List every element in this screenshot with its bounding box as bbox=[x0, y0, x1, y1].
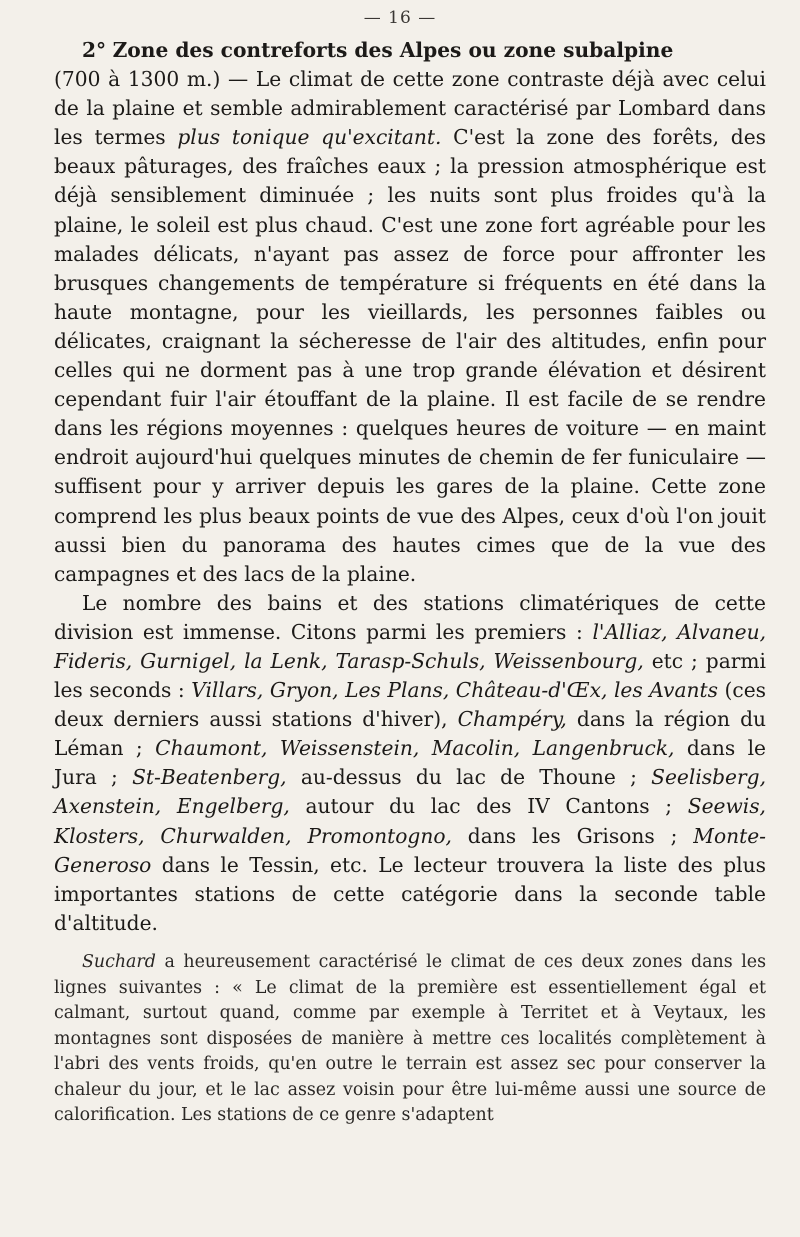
paragraph-stations bbox=[54, 589, 766, 938]
paragraph-3-emphasis: Suchard bbox=[82, 951, 156, 972]
section-altitude: (700 à 1300 m.) bbox=[54, 67, 221, 92]
paragraph-2-emphasis-4: Chaumont, Weissenstein, Macolin, Langenbruck, bbox=[155, 736, 675, 761]
paragraph-2-text-1: Le nombre des bains et des stations climatériques de cette division est immense. Citons parmi les premiers : bbox=[54, 590, 766, 644]
paragraph-1-text-1: — Le climat de cette zone contraste déjà avec celui de la plaine et semble admirablement caractérisé par Lombard dans les termes bbox=[54, 67, 766, 150]
paragraph-1-text-2: C'est la zone des forêts, des beaux pâturages, des fraîches eaux ; la pression atmosphérique est déjà sensiblement diminuée ; les nuits sont plus froides qu'à la plaine, le soleil est plus chaud. C'est une zone fort agréable pour les malades délicats, n'ayant pas assez de force pour affronter les brusques changements de température si fréquents en été dans la haute montagne, pour les vieillards, les personnes faibles ou délicates, craignant la sécheresse de l'air des altitudes, enfin pour celles qui ne dorment pas à une trop grande élévation et désirent cependant fuir l'air étouffant de la plaine. Il est facile de se rendre dans les régions moyennes : quelques heures de voiture — en maint endroit aujourd'hui quelques minutes de chemin de fer funiculaire — suffisent pour y arriver depuis les gares de la plaine. Cette zone comprend les plus beaux points de vue des Alpes, ceux d'où l'on jouit aussi bien du panorama des hautes cimes que de la vue des campagnes et des lacs de la plaine. bbox=[54, 125, 766, 586]
paragraph-1-emphasis: plus tonique qu'excitant. bbox=[177, 125, 442, 150]
paragraph-2-emphasis-7: Seewis, Klosters, Churwalden, Promontogno, bbox=[54, 794, 766, 848]
paragraph-2-text-9: dans le Tessin, etc. Le lecteur trouvera la liste des plus importantes stations de cette catégorie dans la seconde table d'altitude. bbox=[54, 852, 766, 935]
paragraph-2-emphasis-8: Monte-Generoso bbox=[54, 823, 767, 877]
paragraph-2-text-6: au-dessus du lac de Thoune ; bbox=[286, 765, 652, 790]
section-number: 2° bbox=[82, 38, 107, 62]
paragraph-2-text-8: dans les Grisons ; bbox=[451, 823, 694, 848]
paragraph-2-text-3: (ces deux derniers aussi stations d'hiver), bbox=[54, 678, 767, 732]
paragraph-2-emphasis-5: St-Beatenberg, bbox=[132, 765, 287, 790]
paragraph-zone-subalpine bbox=[54, 36, 766, 589]
page-number: — 16 — bbox=[363, 8, 437, 28]
paragraph-2-text-5: dans le Jura ; bbox=[54, 736, 766, 790]
paragraph-2-text-7: autour du lac des IV Cantons ; bbox=[289, 794, 688, 819]
paragraph-2-text-2: etc ; parmi les seconds : bbox=[54, 648, 766, 703]
paragraph-2-emphasis-6: Seelisberg, Axenstein, Engelberg, bbox=[54, 765, 766, 819]
paragraph-3-text: a heureusement caractérisé le climat de ces deux zones dans les lignes suivantes : « Le climat de la première est essentiellement égal et calmant, surtout quand, comme par exemple à Territet et à Veytaux, les montagnes sont disposées de manière à mettre ces localités complètement à l'abri des vents froids, qu'en outre le terrain est assez sec pour conserver la chaleur du jour, et le lac assez voisin pour être lui-même aussi une source de calorification. Les stations de ce genre s'adaptent bbox=[54, 951, 766, 1126]
paragraph-2-emphasis-3: Champéry, bbox=[457, 707, 567, 732]
paragraph-suchard-quote bbox=[54, 950, 766, 1129]
section-title: Zone des contreforts des Alpes ou zone subalpine bbox=[112, 38, 674, 62]
paragraph-2-text-4: dans la région du Léman ; bbox=[54, 707, 766, 761]
paragraph-2-emphasis-2: Villars, Gryon, Les Plans, Château-d'Œx, les Avants bbox=[191, 678, 718, 703]
paragraph-2-emphasis-1: l'Alliaz, Alvaneu, Fideris, Gurnigel, la Lenk, Tarasp-Schuls, Weissenbourg, bbox=[54, 619, 766, 673]
body-text bbox=[54, 36, 766, 1129]
